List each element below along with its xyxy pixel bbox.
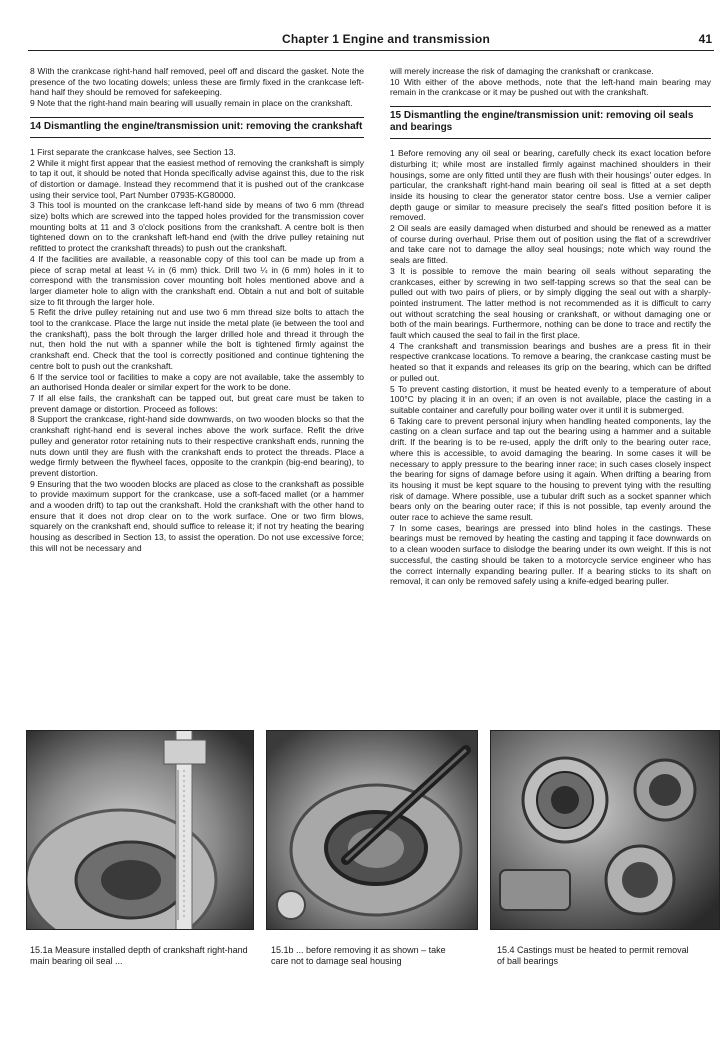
paragraph: 8 Support the crankcase, right-hand side downwards, on two wooden blocks so that the crankshaft right-hand end is several inches above the work surface. Refit the drive pulley and generator rotor retaining nuts to their respective crankshaft ends, running the nuts down until they are flush with the crankshaft ends to protect the threads. Place a wedge firmly between the flywheel faces, opposite to the crankpin (big-end bearing), to prevent distortion. xyxy=(30,414,364,478)
paragraph: 4 If the facilities are available, a reasonable copy of this tool can be made up from a piece of scrap metal at least ¼ in (6 mm) thick. Drill two ¼ in (6 mm) holes in it to correspond with the transmission cover mounting bolt holes mentioned above and a larger diameter hole to align with the crankshaft end. Obtain a nut and bolt of suitable size to fit through the larger hole. xyxy=(30,253,364,307)
left-column xyxy=(30,66,364,554)
right-column xyxy=(390,66,711,587)
page-header xyxy=(28,30,714,51)
paragraph: 9 Ensuring that the two wooden blocks are placed as close to the crankshaft as possible to provide maximum support for the crankcase, use a soft-faced mallet (or a hammer and a wooden drift) to tap out the crankshaft. Hold the crankshaft with the other hand to ensure that it does not drop clear on to the work surface. One or two firm blows, squarely on the crankshaft end, should suffice to release it; if not try heating the bearing housing as described in Section 13, to assist the operation. Do not use excessive force; this will not be necessary and xyxy=(30,478,364,553)
paragraph: will merely increase the risk of damaging the crankshaft or crankcase. xyxy=(390,66,654,76)
paragraph: 4 The crankshaft and transmission bearings and bushes are a press fit in their respective crankcase locations. To remove a bearing, the crankcase casting must be heated so that it expands and releases its grip on the bearing, which can be drifted or pulled out. xyxy=(390,340,711,383)
figure-caption: 15.4 Castings must be heated to permit removal of ball bearings xyxy=(497,945,689,966)
paragraph: 5 Refit the drive pulley retaining nut and use two 6 mm thread size bolts to attach the tool to the crankcase. Place the large nut inside the metal plate (ie between the tool and the crankshaft), pass the bolt through the larger drilled hole and thread it through the nut, then hold the nut with a spanner while the bolt is tightened firmly against the crankshaft end. Check that the tool is correctly positioned and continue tightening the centre bolt to push out the crankshaft. xyxy=(30,307,364,371)
section-15-heading: 15 Dismantling the engine/transmission unit: removing oil seals and bearings xyxy=(390,106,711,139)
paragraph: 2 While it might first appear that the easiest method of removing the crankshaft is simply to tap it out, it should be noted that Honda specifically advise against this, due to the risk of distortion or damage. Instead they recommend that it is pushed out of the crankcase using their service tool, Part Number 07935-KG80000. xyxy=(30,157,364,200)
paragraph: 3 It is possible to remove the main bearing oil seals without separating the crankcases, either by screwing in two self-tapping screws so that the seal can be pulled out with two pairs of pliers, or by simply digging the seal out with a sharply-pointed instrument. The latter method is not recommended as it is difficult to carry out without scratching the seal housing or crankshaft, or without damaging one or both of the main bearings. Furthermore, nothing can be done to trace and rectify the fault which caused the seal to fail in the first place. xyxy=(390,265,711,341)
crankcase-bearings-photo xyxy=(490,730,720,930)
paragraph: 1 First separate the crankcase halves, see Section 13. xyxy=(30,146,236,157)
figure-caption: 15.1b ... before removing it as shown – take care not to damage seal housing xyxy=(271,945,446,966)
paragraph: 3 This tool is mounted on the crankcase left-hand side by means of two 6 mm (thread size) bolts which are screwed into the tapped holes provided for the transmission cover mounting bolts at 11 and 3 o'clock positions from the crankshaft. A centre bolt is then tightened down on to the crankshaft left-hand end (with the drive pulley retaining nut refitted to protect the crankshaft threads) to push out the crankshaft. xyxy=(30,200,364,254)
paragraph: 2 Oil seals are easily damaged when disturbed and should be renewed as a matter of course during overhaul. Prise them out of position using the flat of a screwdriver and take care not to damage the alloy seal housings; note which way round the seals are fitted. xyxy=(390,223,711,266)
figure-caption: 15.1a Measure installed depth of crankshaft right-hand main bearing oil seal ... xyxy=(30,945,248,966)
paragraph: 8 With the crankcase right-hand half removed, peel off and discard the gasket. Note the presence of the two locating dowels; unless these are firmly fixed in the crankcase left-hand half they should be removed for safekeeping. xyxy=(30,66,364,98)
paragraph: 6 Taking care to prevent personal injury when handling heated components, lay the casting on a clean surface and tap out the bearing using a hammer and a suitable drift. If the bearing is to be re-used, apply the drift only to the bearing outer race, where this is accessible, to avoid damaging the bearing. In some cases it will be necessary to apply pressure to the bearing inner race; in such cases closely inspect the bearing for signs of damage before using it again. When drifting a bearing from its housing it must be kept square to the housing to prevent tying with the resulting risk of damage. Where possible, use a tubular drift such as a socket spanner which bears only on the bearing outer race; if this is not possible, tap evenly around the outer race to achieve the same result. xyxy=(390,415,711,523)
caliper-measuring-photo xyxy=(26,730,254,930)
chapter-title: Chapter 1 Engine and transmission xyxy=(282,32,490,46)
paragraph: 1 Before removing any oil seal or bearing, carefully check its exact location before disturbing it; while most are installed firmly against machined shoulders in their housings, some are only fitted until they are flush with their housings' outer edges. In particular, the crankshaft right-hand main bearing oil seal is fitted at a set depth inside its housing to clear the generator stator centre boss. Use a vernier caliper depth gauge or similar to measure precisely the seal's fitted position before it is removed. xyxy=(390,148,711,223)
paragraph: 10 With either of the above methods, note that the left-hand main bearing may remain in the crankcase or it may be pushed out with the crankshaft. xyxy=(390,76,711,98)
section-14-heading: 14 Dismantling the engine/transmission unit: removing the crankshaft xyxy=(30,117,364,138)
page-number: 41 xyxy=(698,32,712,46)
figure-strip xyxy=(26,730,720,930)
paragraph: 7 If all else fails, the crankshaft can be tapped out, but great care must be taken to prevent damage or distortion. Proceed as follows: xyxy=(30,392,364,414)
paragraph: 6 If the service tool or facilities to make a copy are not available, take the assembly to an authorised Honda dealer or similar expert for the work to be done. xyxy=(30,371,364,393)
paragraph: 7 In some cases, bearings are pressed into blind holes in the castings. These bearings must be removed by heating the casting and tapping it face downwards on to a clean wooden surface to dislodge the bearing under its own weight. If this is not successful, the casting should be taken to a motorcycle service engineer who has the correct internally expanding bearing puller. If a bearing sticks to its shaft on removal, it can only be removed safely using a knife-edged bearing puller. xyxy=(390,522,711,587)
paragraph: 5 To prevent casting distortion, it must be heated evenly to a temperature of about 100°C by placing it in an oven; if an oven is not available, place the casting in a suitable container and carefully pour boiling water over it until it is submerged. xyxy=(390,383,711,415)
paragraph: 9 Note that the right-hand main bearing will usually remain in place on the crankshaft. xyxy=(30,98,353,109)
screwdriver-seal-photo xyxy=(266,730,478,930)
